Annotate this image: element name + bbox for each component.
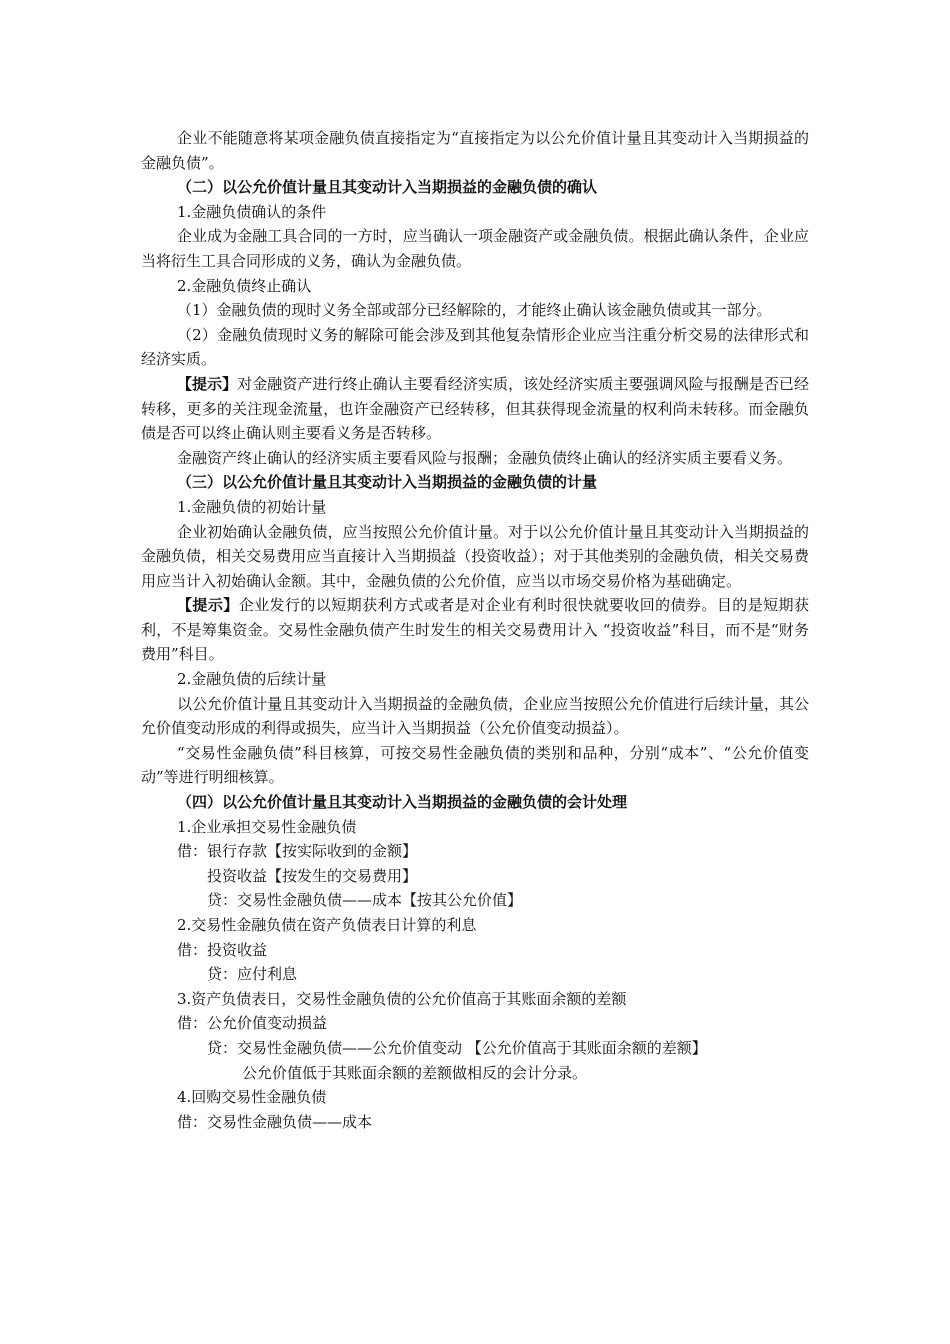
subsection-heading: 4.回购交易性金融负债 [177,1088,327,1107]
tip-text: 对金融资产进行终止确认主要看经济实质，该处经济实质主要强调风险与报酬是否已经转移，更多的关注现金流量，也许金融资产已经转移，但其获得现金流量的权利尚未转移。而金融负债是否可以终止确认则主要看义务是否转移。 [141,374,809,443]
paragraph: “交易性金融负债”科目核算，可按交易性金融负债的类别和品种，分别“成本”、“公允价值变动”等进行明细核算。 [141,743,809,787]
paragraph: 金融资产终止确认的经济实质主要看风险与报酬；金融负债终止确认的经济实质主要看义务。 [177,448,793,467]
paragraph: 以公允价值计量且其变动计入当期损益的金融负债，企业应当按照公允价值进行后续计量，其公允价值变动形成的利得或损失，应当计入当期损益（公允价值变动损益）。 [141,694,809,738]
document-page [141,126,809,1134]
subsection-heading: 2.金融负债终止确认 [177,276,312,295]
paragraph: （2）金融负债现时义务的解除可能会涉及到其他复杂情形企业应当注重分析交易的法律形式和经济实质。 [141,325,809,369]
journal-credit: 贷：交易性金融负债——成本【按其公允价值】 [207,891,523,910]
subsection-heading: 1.金融负债确认的条件 [177,202,327,221]
paragraph: （1）金融负债的现时义务全部或部分已经解除的，才能终止确认该金融负债或其一部分。 [177,301,772,320]
subsection-heading: 2.金融负债的后续计量 [177,670,327,689]
paragraph: 企业初始确认金融负债，应当按照公允价值计量。对于以公允价值计量且其变动计入当期损益的金融负债，相关交易费用应当直接计入当期损益（投资收益）；对于其他类别的金融负债，相关交易费用应当计入初始确认金额。其中，金融负债的公允价值，应当以市场交易价格为基础确定。 [141,522,809,590]
section-heading: （二）以公允价值计量且其变动计入当期损益的金融负债的确认 [177,178,598,197]
subsection-heading: 1.企业承担交易性金融负债 [177,817,357,836]
tip-label: 【提示】 [177,374,238,393]
tip-label: 【提示】 [177,596,239,615]
paragraph: 企业成为金融工具合同的一方时，应当确认一项金融资产或金融负债。根据此确认条件，企业应当将衍生工具合同形成的义务，确认为金融负债。 [141,227,809,270]
journal-debit: 投资收益【按发生的交易费用】 [207,866,418,885]
section-heading: （三）以公允价值计量且其变动计入当期损益的金融负债的计量 [177,473,598,492]
subsection-heading: 2.交易性金融负债在资产负债表日计算的利息 [177,916,477,934]
journal-note: 公允价值低于其账面余额的差额做相反的会计分录。 [242,1063,588,1082]
tip-paragraph [141,372,809,446]
journal-debit: 借：交易性金融负债——成本 [177,1112,373,1131]
journal-credit: 贷：应付利息 [207,965,298,984]
journal-debit: 借：公允价值变动损益 [177,1014,328,1033]
journal-debit: 借：投资收益 [177,940,268,959]
tip-text: 企业发行的以短期获利方式或者是对企业有利时很快就要收回的债券。目的是短期获利，不是筹集资金。交易性金融负债产生时发生的相关交易费用计入 “投资收益”科目，而不是“财务费用”科目。 [141,596,809,664]
journal-credit: 贷：交易性金融负债——公允价值变动 【公允价值高于其账面余额的差额】 [207,1038,707,1057]
section-heading: （四）以公允价值计量且其变动计入当期损益的金融负债的会计处理 [177,793,628,812]
tip-paragraph [141,593,809,667]
journal-debit: 借：银行存款【按实际收到的金额】 [177,842,418,861]
subsection-heading: 1.金融负债的初始计量 [177,497,327,516]
paragraph: 企业不能随意将某项金融负债直接指定为“直接指定为以公允价值计量且其变动计入当期损益的金融负债”。 [141,129,809,172]
subsection-heading: 3.资产负债表日，交易性金融负债的公允价值高于其账面余额的差额 [177,989,627,1008]
